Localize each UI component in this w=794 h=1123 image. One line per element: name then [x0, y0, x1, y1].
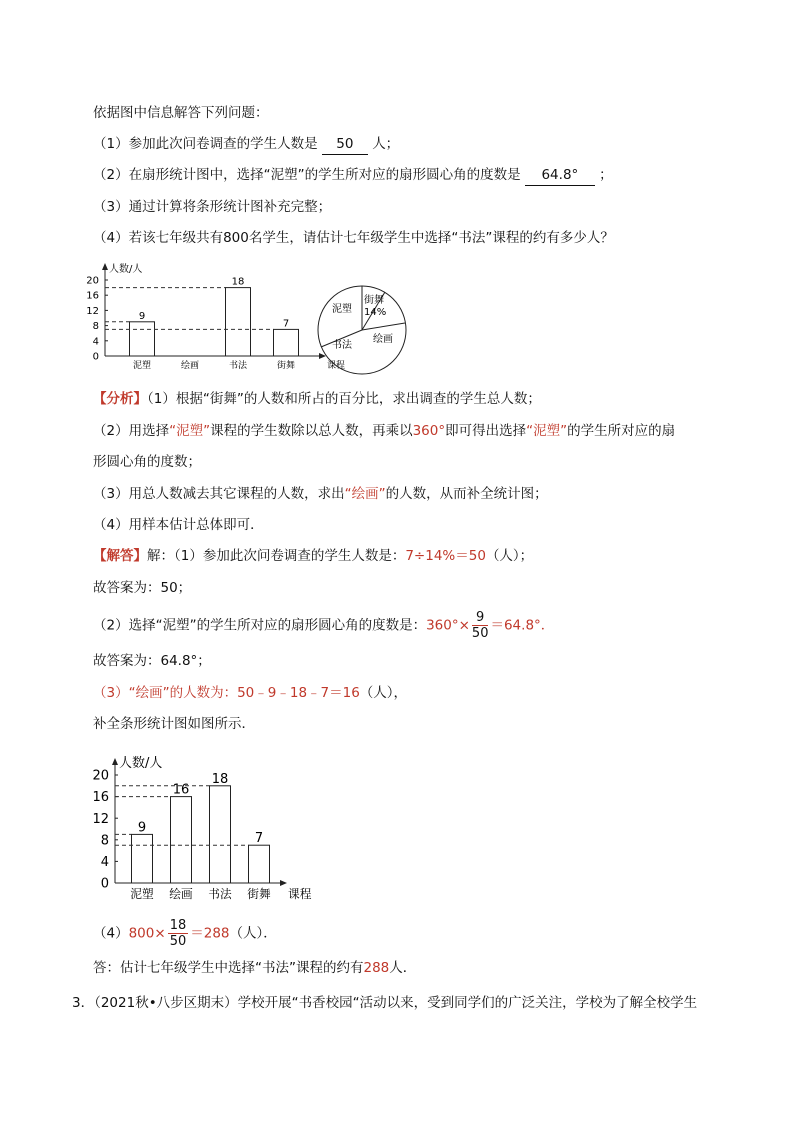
pie-label-jiewu: 街舞: [364, 295, 384, 306]
category-label: 绘画: [180, 361, 200, 371]
solution-text: （4）: [93, 925, 129, 942]
bar-value-label: 18: [211, 771, 229, 787]
solution-text: 360°×: [426, 617, 470, 634]
solution-tag: 【解答】: [93, 548, 147, 564]
question-1-post: 人；: [372, 136, 400, 152]
analysis-text: “绘画”: [344, 486, 386, 502]
analysis-text: 360°: [412, 423, 446, 439]
next-question: 3．（2021秋•八步区期末）学校开展“书香校园“活动以来，受到同学们的广泛关注，学校为了解全校学生: [72, 995, 698, 1011]
solution-line-6: 补全条形统计图如图所示．: [93, 716, 255, 732]
y-axis-label: 人数/人: [109, 264, 143, 275]
analysis-line-2: [93, 421, 675, 441]
analysis-text: （3）用总人数减去其它课程的人数，求出: [93, 486, 345, 502]
solution-line-8: [93, 958, 416, 978]
bar-value-label: 9: [137, 820, 147, 836]
x-axis-arrow: [280, 880, 287, 886]
category-label: 书法: [228, 361, 248, 371]
bar-value-label: 16: [172, 782, 190, 798]
analysis-line-1: [93, 389, 541, 409]
pie-label-huihua: 绘画: [373, 334, 393, 345]
y-axis-label: 人数/人: [119, 756, 163, 771]
solution-text: 288: [363, 960, 390, 976]
analysis-line-5: （4）用样本估计总体即可．: [93, 517, 264, 533]
category-label: 书法: [208, 887, 232, 901]
solution-text: “绘画”的人数为：50﹣9﹣18﹣7＝16: [128, 685, 360, 701]
fraction-numerator: 18: [169, 918, 187, 933]
analysis-text: 的学生所对应的扇: [567, 423, 676, 439]
solution-text: ＝288: [190, 925, 230, 942]
y-axis-arrow: [112, 758, 118, 765]
bar: [171, 797, 192, 883]
bar: [249, 845, 270, 883]
bar-value-label: 18: [231, 276, 245, 288]
solution-text: ＝64.8°．: [490, 617, 555, 634]
y-tick-label: 0: [100, 876, 109, 892]
category-label: 泥塑: [130, 887, 154, 901]
bar-value-label: 7: [282, 318, 290, 330]
solution-text: 800×: [128, 925, 166, 942]
solution-line-1: [93, 546, 533, 566]
analysis-text: 课程的学生数除以总人数，再乘以: [210, 423, 413, 439]
solution-line-5: [93, 683, 407, 703]
y-tick-label: 4: [100, 854, 109, 870]
y-tick-label: 8: [100, 833, 109, 849]
pie-label-nisu: 泥塑: [332, 304, 352, 315]
x-axis-label: 课程: [288, 887, 312, 901]
solution-text: 答：估计七年级学生中选择“书法”课程的约有: [93, 960, 364, 976]
y-tick-label: 12: [86, 305, 99, 317]
solution-text: （人），: [359, 685, 408, 701]
y-tick-label: 20: [86, 275, 99, 287]
fraction-9-50: [472, 610, 489, 641]
fraction-numerator: 9: [472, 610, 489, 626]
solution-line-3: [93, 610, 554, 641]
question-1-text: （1）参加此次问卷调查的学生人数是: [93, 136, 318, 152]
y-axis-arrow: [102, 263, 108, 270]
category-label: 绘画: [169, 887, 193, 901]
bar-chart-incomplete: [88, 252, 348, 377]
y-tick-label: 16: [92, 790, 109, 806]
answer-1: 50: [322, 134, 368, 155]
analysis-line-3: 形圆心角的度数；: [93, 454, 201, 470]
solution-text: 人．: [389, 960, 417, 976]
pie-chart: [310, 278, 415, 383]
category-label: 街舞: [276, 361, 296, 371]
question-2-post: ；: [599, 167, 613, 183]
bar-value-label: 9: [138, 310, 146, 322]
analysis-text: （1）根据“街舞”的人数和所占的百分比，求出调查的学生总人数；: [147, 391, 541, 407]
bar-value-label: 7: [254, 831, 264, 847]
y-tick-label: 16: [86, 290, 99, 302]
answer-2: 64.8°: [525, 165, 595, 186]
solution-text: 解：（1）参加此次问卷调查的学生人数是：: [147, 548, 406, 564]
intro-text: 依据图中信息解答下列问题：: [93, 105, 269, 121]
pie-label-shufa: 书法: [332, 340, 352, 351]
y-tick-label: 8: [92, 321, 99, 333]
analysis-text: “泥塑”: [526, 423, 568, 439]
bar: [274, 329, 299, 356]
solution-line-2: 故答案为：50；: [93, 580, 192, 596]
solution-text: （人）；: [485, 548, 534, 564]
bar: [130, 322, 155, 356]
fraction-18-50: [168, 918, 189, 949]
solution-text: （3）: [93, 685, 129, 701]
solution-text: 7÷14%＝50: [405, 548, 486, 564]
pie-divider: [362, 323, 405, 330]
fraction-denominator: 50: [169, 934, 187, 949]
y-tick-label: 4: [92, 336, 99, 348]
analysis-text: （2）用选择: [93, 423, 170, 439]
analysis-tag: 【分析】: [93, 391, 147, 407]
solution-line-4: 故答案为：64.8°；: [93, 653, 211, 669]
y-tick-label: 20: [92, 768, 109, 784]
analysis-line-4: [93, 484, 548, 504]
question-3: （3）通过计算将条形统计图补充完整；: [93, 199, 332, 215]
category-label: 街舞: [247, 887, 271, 901]
analysis-text: 即可得出选择: [445, 423, 527, 439]
bar: [132, 834, 153, 883]
question-2-text: （2）在扇形统计图中，选择“泥塑”的学生所对应的扇形圆心角的度数是: [93, 167, 521, 183]
category-label: 泥塑: [132, 361, 152, 371]
question-2: [93, 165, 613, 186]
analysis-text: 的人数，从而补全统计图；: [385, 486, 548, 502]
bar-chart-complete: [88, 740, 348, 910]
solution-text: （人）．: [229, 925, 277, 942]
y-tick-label: 12: [92, 811, 109, 827]
fraction-denominator: 50: [471, 626, 489, 641]
solution-text: （2）选择“泥塑”的学生所对应的扇形圆心角的度数是：: [93, 617, 427, 634]
question-1: [93, 134, 399, 155]
bar: [210, 786, 231, 883]
y-tick-label: 0: [92, 351, 99, 363]
pie-label-jiewu-pct: 14%: [364, 307, 387, 318]
solution-line-7: [93, 918, 277, 949]
bar: [226, 288, 251, 356]
analysis-text: “泥塑”: [169, 423, 211, 439]
x-axis-label: 课程: [327, 361, 346, 371]
question-4: （4）若该七年级共有800名学生，请估计七年级学生中选择“书法”课程的约有多少人？: [93, 230, 614, 246]
